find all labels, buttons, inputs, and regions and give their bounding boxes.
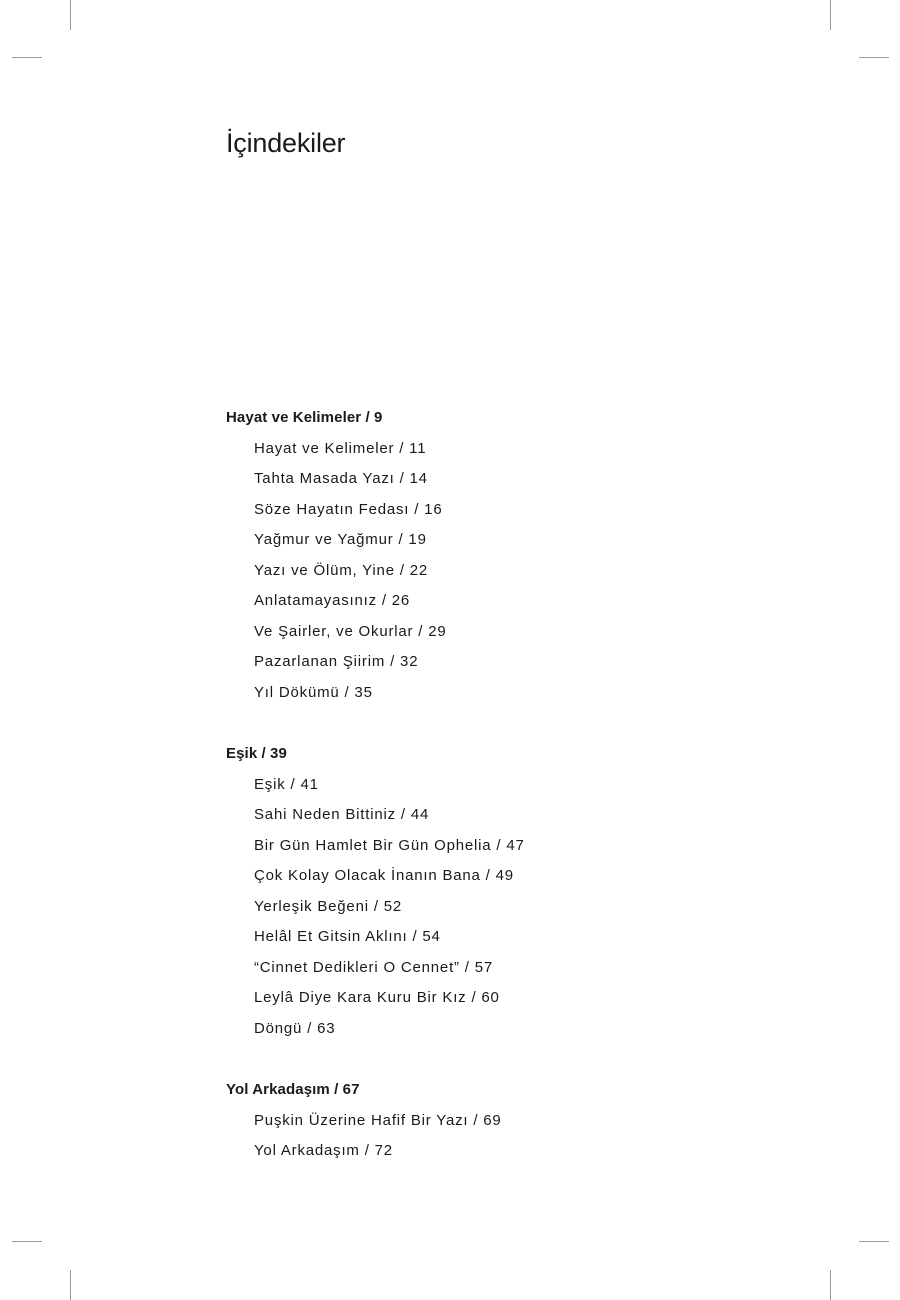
- section-heading: Eşik / 39: [226, 745, 287, 762]
- toc-entry: Yerleşik Beğeni / 52: [254, 897, 403, 915]
- toc-entry: “Cinnet Dedikleri O Cennet” / 57: [254, 958, 494, 976]
- crop-mark-top-right-vertical: [830, 0, 831, 30]
- page-title: İçindekiler: [226, 128, 346, 158]
- toc-entry: Puşkin Üzerine Hafif Bir Yazı / 69: [254, 1111, 502, 1129]
- section-heading: Hayat ve Kelimeler / 9: [226, 409, 383, 426]
- toc-section-esik: [226, 740, 826, 1045]
- toc-entry: Söze Hayatın Fedası / 16: [254, 500, 443, 518]
- toc-entry: Yıl Dökümü / 35: [254, 683, 373, 701]
- toc-entry: Pazarlanan Şiirim / 32: [254, 653, 419, 670]
- toc-entry: Çok Kolay Olacak İnanın Bana / 49: [254, 867, 514, 884]
- crop-mark-bottom-left-horizontal: [12, 1241, 42, 1242]
- table-of-contents: [226, 404, 826, 1168]
- crop-mark-top-right-horizontal: [859, 57, 889, 58]
- section-heading: Yol Arkadaşım / 67: [226, 1081, 360, 1098]
- crop-mark-bottom-left-vertical: [70, 1270, 71, 1300]
- toc-entry: Helâl Et Gitsin Aklını / 54: [254, 928, 441, 945]
- toc-entry: Ve Şairler, ve Okurlar / 29: [254, 622, 447, 640]
- toc-entry: Yol Arkadaşım / 72: [254, 1142, 393, 1159]
- toc-entry: Sahi Neden Bittiniz / 44: [254, 806, 430, 823]
- toc-section-yol-arkadasim: [226, 1076, 826, 1168]
- toc-entry: Leylâ Diye Kara Kuru Bir Kız / 60: [254, 989, 500, 1006]
- toc-entry: Hayat ve Kelimeler / 11: [254, 439, 427, 457]
- toc-entry: Yağmur ve Yağmur / 19: [254, 531, 427, 548]
- toc-entry: Döngü / 63: [254, 1019, 336, 1037]
- toc-entry: Bir Gün Hamlet Bir Gün Ophelia / 47: [254, 836, 525, 854]
- crop-mark-bottom-right-vertical: [830, 1270, 831, 1300]
- toc-entry: Eşik / 41: [254, 775, 319, 793]
- crop-mark-bottom-right-horizontal: [859, 1241, 889, 1242]
- toc-entry: Anlatamayasınız / 26: [254, 592, 411, 609]
- crop-mark-top-left-vertical: [70, 0, 71, 30]
- crop-mark-top-left-horizontal: [12, 57, 42, 58]
- toc-entry: Yazı ve Ölüm, Yine / 22: [254, 561, 429, 579]
- toc-entry: Tahta Masada Yazı / 14: [254, 470, 428, 487]
- toc-section-hayat-ve-kelimeler: [226, 404, 826, 709]
